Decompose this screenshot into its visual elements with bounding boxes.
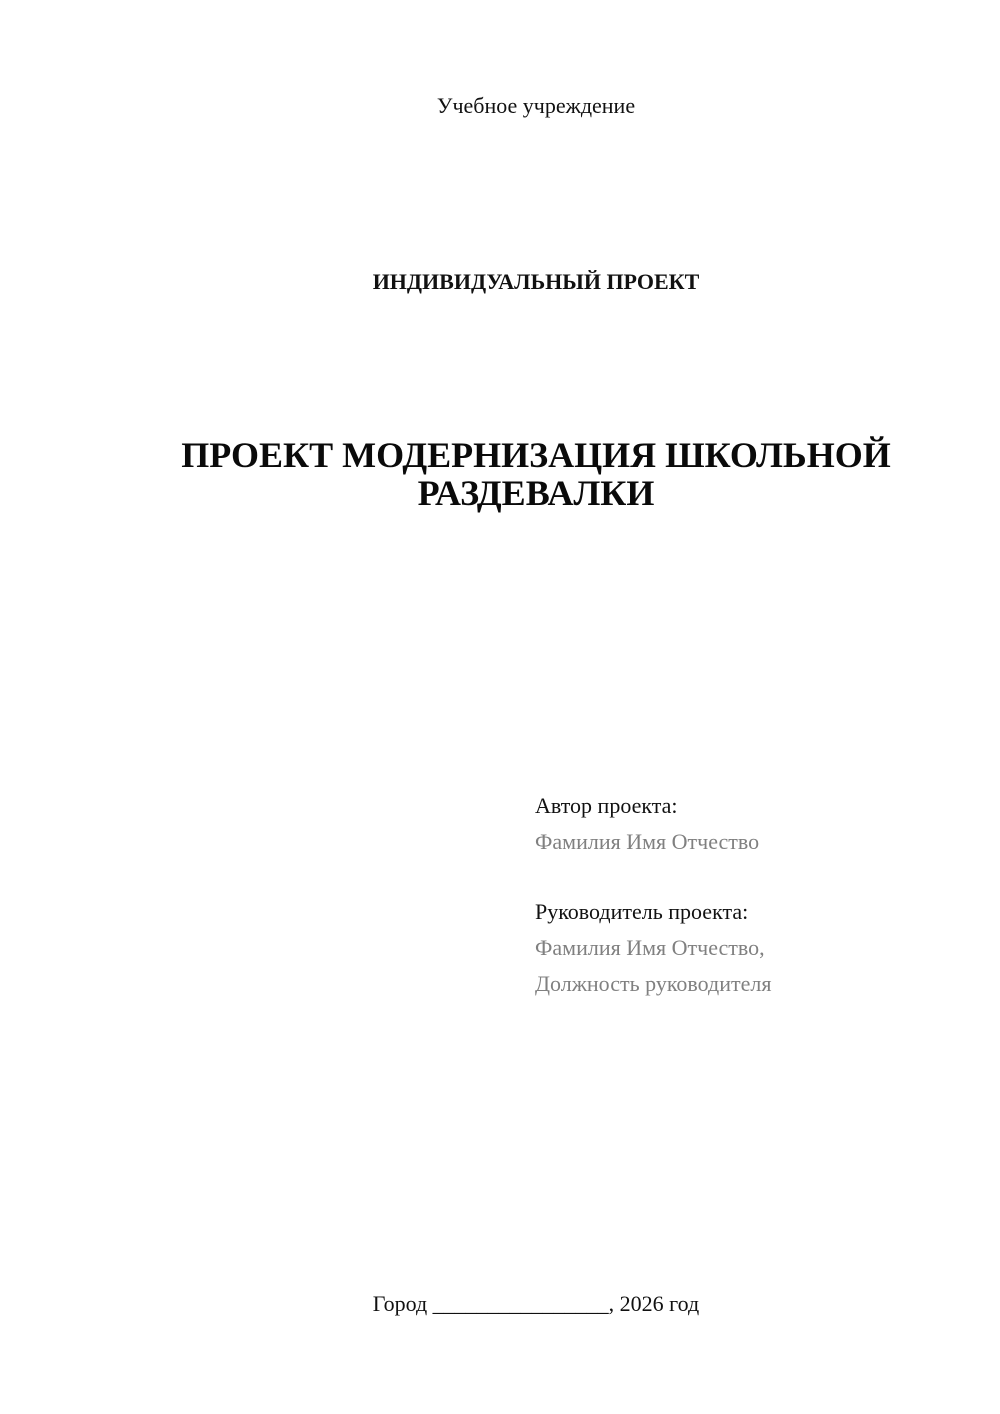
author-label: Автор проекта: xyxy=(535,793,678,818)
project-title xyxy=(120,436,952,512)
credits-block xyxy=(535,788,975,1002)
supervisor-label: Руководитель проекта: xyxy=(535,899,749,924)
project-title-line-1: ПРОЕКТ МОДЕРНИЗАЦИЯ ШКОЛЬНОЙ xyxy=(181,435,891,475)
credits-spacer xyxy=(535,860,975,894)
project-type-heading: ИНДИВИДУАЛЬНЫЙ ПРОЕКТ xyxy=(372,269,700,294)
city-year-line: Город ________________, 2026 год xyxy=(372,1291,700,1316)
author-name: Фамилия Имя Отчество xyxy=(535,829,760,854)
supervisor-name: Фамилия Имя Отчество, xyxy=(535,935,765,960)
supervisor-position: Должность руководителя xyxy=(535,971,772,996)
project-title-line-2: РАЗДЕВАЛКИ xyxy=(417,473,655,513)
institution-name: Учебное учреждение xyxy=(436,93,636,118)
